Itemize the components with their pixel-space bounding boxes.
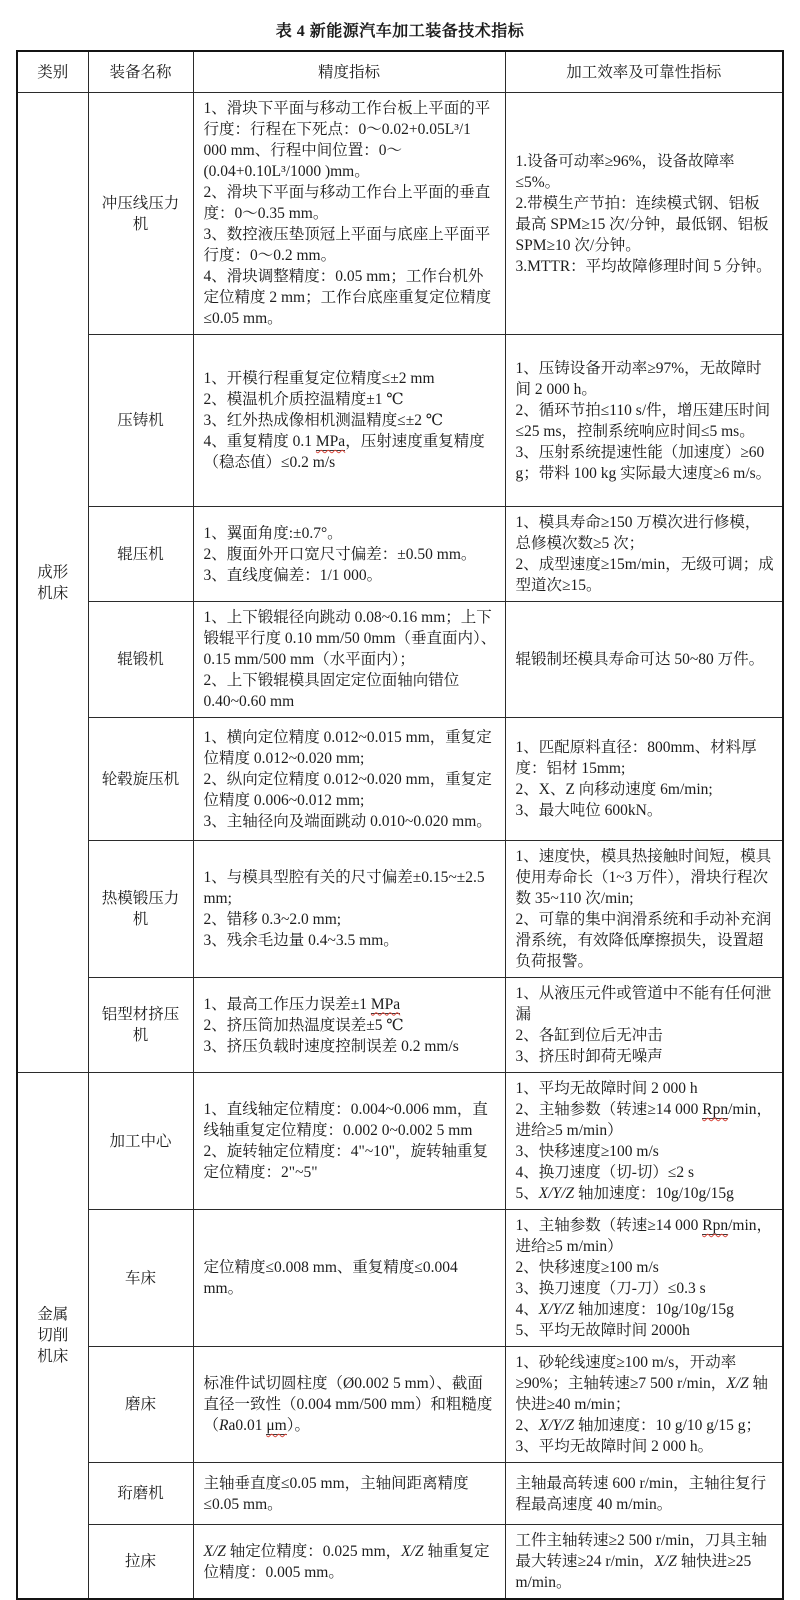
precision-cell — [193, 1463, 505, 1525]
efficiency-cell — [505, 1347, 783, 1463]
table-row — [17, 1525, 783, 1600]
indicator-line: 3、残余毛边量 0.4~3.5 mm。 — [203, 932, 399, 949]
precision-cell — [193, 978, 505, 1073]
efficiency-cell — [505, 1210, 783, 1347]
efficiency-cell — [505, 335, 783, 507]
indicator-line: 3、数控液压垫顶冠上平面与底座上平面平行度：0～0.2 mm。 — [203, 226, 491, 264]
equipment-name-cell: 加工中心 — [88, 1073, 193, 1210]
indicator-line: 1、从液压元件或管道中不能有任何泄漏 — [515, 985, 772, 1023]
indicator-line: 4、X/Y/Z 轴加速度：10g/10g/15g — [515, 1301, 734, 1318]
indicator-line: 3、压射系统提速性能（加速度）≥60 g；带料 100 kg 实际最大速度≥6 m/s。 — [515, 443, 772, 482]
efficiency-cell — [505, 93, 783, 335]
equipment-name-cell: 辊锻机 — [88, 602, 193, 718]
precision-cell — [193, 335, 505, 507]
indicator-line: 2、挤压筒加热温度误差±5 ℃ — [203, 1016, 404, 1034]
indicator-line: 4、滑块调整精度：0.05 mm；工作台机外定位精度 2 mm；工作台底座重复定位精度≤0.05 mm。 — [203, 268, 492, 327]
indicator-line: 1、主轴参数（转速≥14 000 Rpn/min，进给≥5 m/min） — [515, 1217, 773, 1255]
category-cell: 成形机床 — [17, 93, 88, 1073]
indicator-line: 2、可靠的集中润滑系统和手动补充润滑系统，有效降低摩擦损失，设置超负荷报警。 — [515, 911, 772, 970]
efficiency-cell — [505, 507, 783, 602]
spellcheck-underline: Rpn — [702, 1217, 729, 1234]
precision-cell — [193, 1525, 505, 1600]
efficiency-cell — [505, 978, 783, 1073]
precision-cell — [193, 602, 505, 718]
spellcheck-underline: Rpn — [702, 1101, 729, 1118]
indicator-line: 1、压铸设备开动率≥97%，无故障时间 2 000 h。 — [515, 359, 762, 398]
indicator-line: 1、最高工作压力误差±1 MPa — [203, 995, 401, 1013]
efficiency-cell — [505, 841, 783, 978]
indicator-line: 4、换刀速度（切-切）≤2 s — [515, 1164, 695, 1181]
indicator-line: 3、快移速度≥100 m/s — [515, 1143, 659, 1160]
indicator-line: 2、纵向定位精度 0.012~0.020 mm，重复定位精度 0.006~0.012 mm; — [203, 770, 492, 809]
indicator-line: 2、错移 0.3~2.0 mm; — [203, 911, 342, 928]
efficiency-cell — [505, 718, 783, 841]
equipment-name-cell: 辊压机 — [88, 507, 193, 602]
spellcheck-underline: μm — [266, 1417, 287, 1434]
precision-cell — [193, 93, 505, 335]
indicator-line: 5、平均无故障时间 2000h — [515, 1322, 690, 1339]
indicator-line: 1、开模行程重复定位精度≤±2 mm — [203, 370, 435, 387]
equipment-name-cell: 轮毂旋压机 — [88, 718, 193, 841]
equipment-name-cell: 压铸机 — [88, 335, 193, 507]
indicator-line: 主轴最高转速 600 r/min，主轴往复行程最高速度 40 m/min。 — [515, 1474, 767, 1513]
precision-cell — [193, 1210, 505, 1347]
indicator-line: 2、主轴参数（转速≥14 000 Rpn/min，进给≥5 m/min） — [515, 1101, 773, 1139]
indicator-line: 1、模具寿命≥150 万模次进行修模，总修模次数≥5 次； — [515, 514, 761, 552]
equipment-name-cell: 冲压线压力机 — [88, 93, 193, 335]
indicator-line: 4、重复精度 0.1 MPa，压射速度重复精度（稳态值）≤0.2 m/s — [203, 433, 485, 471]
table-row — [17, 1210, 783, 1347]
precision-cell — [193, 507, 505, 602]
efficiency-cell — [505, 602, 783, 718]
table-row — [17, 93, 783, 335]
header-category: 类别 — [17, 51, 88, 93]
table-row — [17, 1463, 783, 1525]
indicator-line: 3、换刀速度（刀-刀）≤0.3 s — [515, 1280, 706, 1297]
equipment-name-cell: 铝型材挤压机 — [88, 978, 193, 1073]
indicator-line: 2.带模生产节拍：连续模式钢、铝板最高 SPM≥15 次/分钟，最低钢、铝板 SPM≥10 次/分钟。 — [515, 194, 769, 254]
indicator-line: 1、匹配原料直径：800mm、材料厚度：铝材 15mm; — [515, 739, 757, 777]
equipment-indicators-table — [16, 50, 784, 1600]
indicator-line: 5、X/Y/Z 轴加速度：10g/10g/15g — [515, 1185, 734, 1202]
indicator-line: 1、平均无故障时间 2 000 h — [515, 1080, 698, 1097]
indicator-line: 3、挤压负载时速度控制误差 0.2 mm/s — [203, 1037, 459, 1055]
table-caption: 表 4 新能源汽车加工装备技术指标 — [275, 23, 525, 40]
table-row — [17, 1073, 783, 1210]
indicator-line: 1、横向定位精度 0.012~0.015 mm，重复定位精度 0.012~0.020 mm; — [203, 728, 492, 767]
indicator-line: 1、翼面角度:±0.7°。 — [203, 524, 343, 542]
spellcheck-underline: MPa — [315, 433, 346, 450]
table-row — [17, 1347, 783, 1463]
equipment-name-cell: 珩磨机 — [88, 1463, 193, 1525]
indicator-line: 2、模温机介质控温精度±1 ℃ — [203, 391, 404, 408]
indicator-line: 2、各缸到位后无冲击 — [515, 1027, 663, 1044]
precision-cell — [193, 1347, 505, 1463]
equipment-name-cell: 车床 — [88, 1210, 193, 1347]
table-row — [17, 841, 783, 978]
table-row — [17, 602, 783, 718]
indicator-line: 3、直线度偏差：1/1 000。 — [203, 566, 383, 584]
indicator-line: 3、主轴径向及端面跳动 0.010~0.020 mm。 — [203, 812, 492, 830]
indicator-line: 1、砂轮线速度≥100 m/s，开动率≥90%；主轴转速≥7 500 r/min，X/Z 轴快进≥40 m/min； — [515, 1354, 769, 1413]
indicator-line: 1、速度快，模具热接触时间短，模具使用寿命长（1~3 万件），滑块行程次数 35~110 次/min; — [515, 848, 772, 907]
precision-cell — [193, 841, 505, 978]
indicator-line: 2、循环节拍≤110 s/件，增压建压时间≤25 ms，控制系统响应时间≤5 ms。 — [515, 401, 771, 440]
indicator-line: 2、旋转轴定位精度：4"~10"，旋转轴重复定位精度：2"~5" — [203, 1143, 489, 1181]
header-efficiency: 加工效率及可靠性指标 — [505, 51, 783, 93]
indicator-line: 1、滑块下平面与移动工作台板上平面的平行度：行程在下死点：0～0.02+0.05L³/1 000 mm、行程中间位置：0～(0.04+0.10L³/1000 )mm。 — [203, 100, 491, 180]
indicator-line: 标准件试切圆柱度（Ø0.002 5 mm）、截面直径一致性（0.004 mm/500 mm）和粗糙度（Ra0.01 μm）。 — [203, 1375, 493, 1434]
header-equipment-name: 装备名称 — [88, 51, 193, 93]
table-body — [17, 93, 783, 1600]
indicator-line: 1、与模具型腔有关的尺寸偏差±0.15~±2.5 mm; — [203, 869, 485, 907]
indicator-line: 2、滑块下平面与移动工作台上平面的垂直度：0～0.35 mm。 — [203, 184, 491, 222]
indicator-line: 3、平均无故障时间 2 000 h。 — [515, 1438, 714, 1455]
indicator-line: 辊锻制坯模具寿命可达 50~80 万件。 — [515, 651, 765, 668]
efficiency-cell — [505, 1463, 783, 1525]
indicator-line: X/Z 轴定位精度：0.025 mm，X/Z 轴重复定位精度：0.005 mm。 — [203, 1542, 490, 1581]
equipment-name-cell: 热模锻压力机 — [88, 841, 193, 978]
indicator-line: 3.MTTR：平均故障修理时间 5 分钟。 — [515, 257, 772, 275]
indicator-line: 3、红外热成像相机测温精度≤±2 ℃ — [203, 412, 444, 429]
table-row — [17, 507, 783, 602]
indicator-line: 3、最大吨位 600kN。 — [515, 802, 663, 819]
indicator-line: 1.设备可动率≥96%，设备故障率≤5%。 — [515, 152, 735, 191]
indicator-line: 1、直线轴定位精度：0.004~0.006 mm，直线轴重复定位精度：0.002 0~0.002 5 mm — [203, 1101, 488, 1139]
efficiency-cell — [505, 1525, 783, 1600]
table-row — [17, 335, 783, 507]
category-cell: 金属切削机床 — [17, 1073, 88, 1600]
precision-cell — [193, 1073, 505, 1210]
precision-cell — [193, 718, 505, 841]
equipment-name-cell: 拉床 — [88, 1525, 193, 1600]
table-row — [17, 978, 783, 1073]
spellcheck-underline: MPa — [370, 995, 401, 1013]
indicator-line: 1、上下锻辊径向跳动 0.08~0.16 mm；上下锻辊平行度 0.10 mm/50 0mm（垂直面内）、0.15 mm/500 mm（水平面内）； — [203, 609, 497, 668]
indicator-line: 2、X/Y/Z 轴加速度：10 g/10 g/15 g； — [515, 1417, 761, 1434]
indicator-line: 主轴垂直度≤0.05 mm，主轴间距离精度≤0.05 mm。 — [203, 1474, 469, 1513]
indicator-line: 2、上下锻辊模具固定定位面轴向错位 0.40~0.60 mm — [203, 672, 460, 710]
indicator-line: 2、腹面外开口宽尺寸偏差：±0.50 mm。 — [203, 545, 477, 563]
indicator-line: 3、挤压时卸荷无噪声 — [515, 1048, 663, 1065]
indicator-line: 定位精度≤0.008 mm、重复精度≤0.004 mm。 — [203, 1259, 458, 1297]
indicator-line: 工件主轴转速≥2 500 r/min，刀具主轴最大转速≥24 r/min，X/Z 轴快进≥25 m/min。 — [515, 1532, 767, 1591]
equipment-name-cell: 磨床 — [88, 1347, 193, 1463]
indicator-line: 2、快移速度≥100 m/s — [515, 1259, 659, 1276]
indicator-line: 2、X、Z 向移动速度 6m/min; — [515, 781, 713, 798]
indicator-line: 2、成型速度≥15m/min，无级可调；成型道次≥15。 — [515, 556, 774, 594]
header-precision: 精度指标 — [193, 51, 505, 93]
header-row — [17, 51, 783, 93]
efficiency-cell — [505, 1073, 783, 1210]
table-row — [17, 718, 783, 841]
